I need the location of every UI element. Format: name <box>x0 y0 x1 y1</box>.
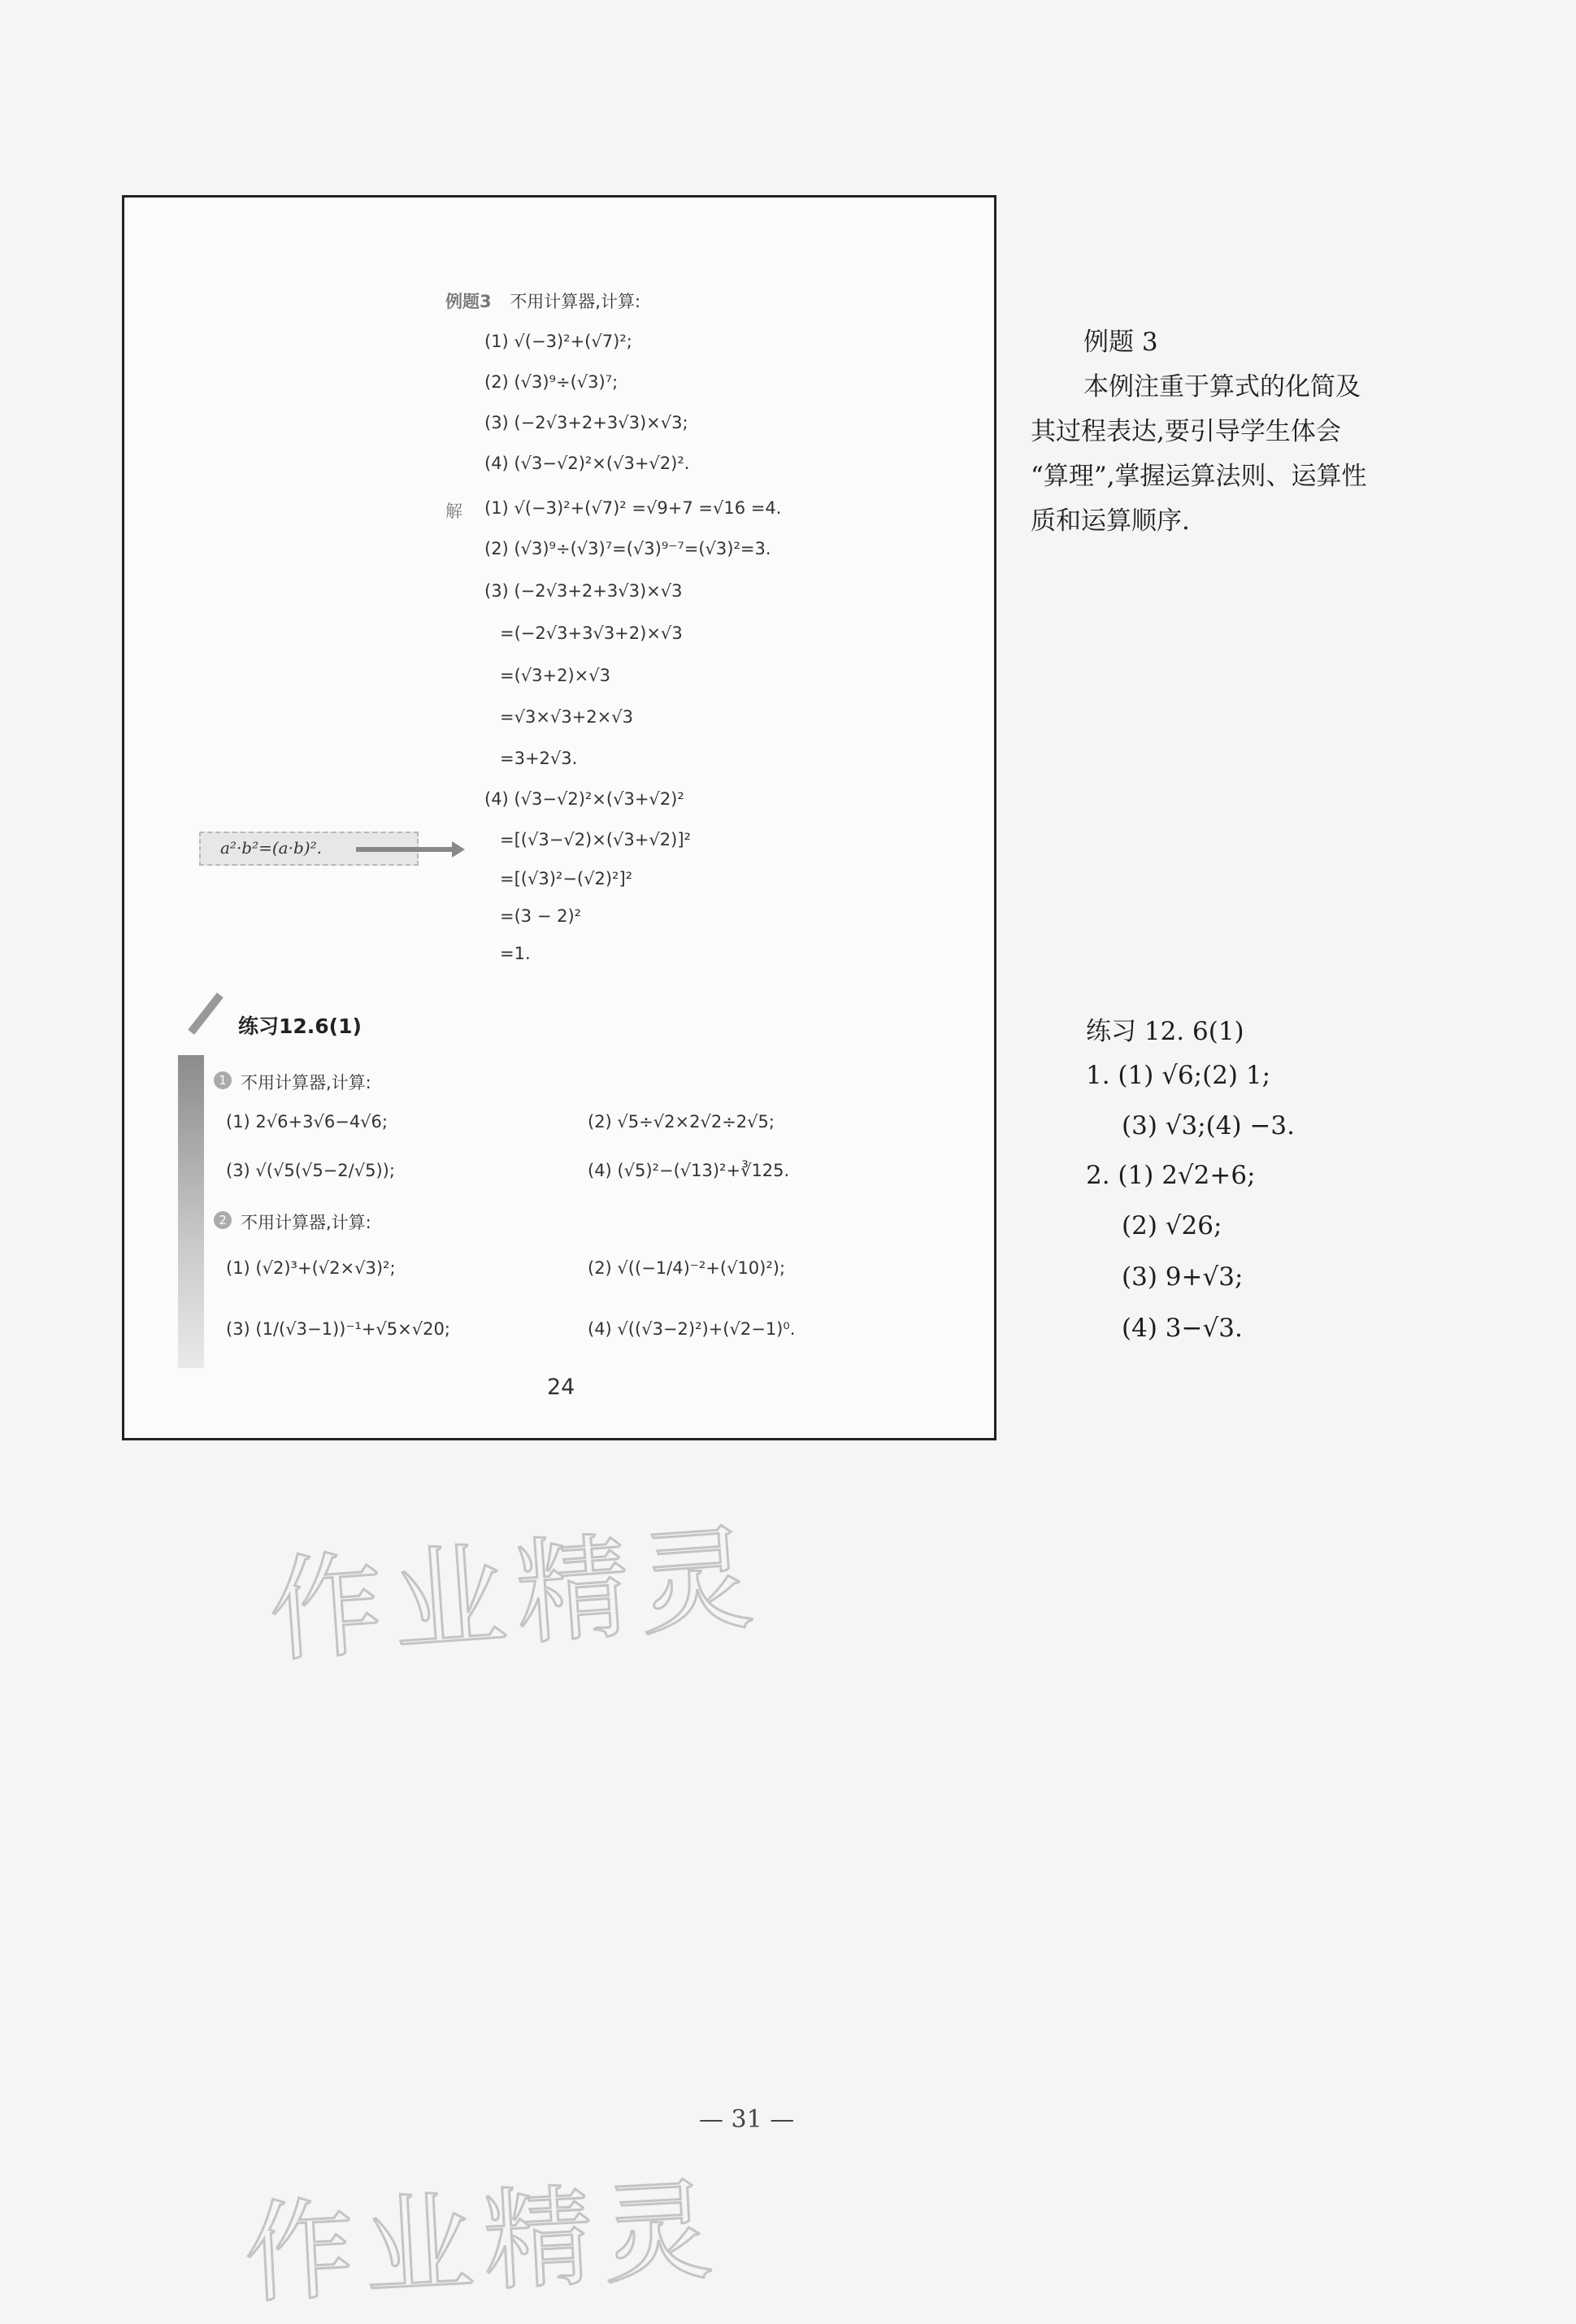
example-instruction: 不用计算器,计算: <box>510 292 641 311</box>
answer-line: (3) √3;(4) −3. <box>1122 1111 1296 1140</box>
problem-3: (3) (−2√3+2+3√3)×√3; <box>484 413 688 432</box>
solution-line: (2) (√3)⁹÷(√3)⁷=(√3)⁹⁻⁷=(√3)²=3. <box>484 539 771 558</box>
answer-example-heading: 例题 3 <box>1083 328 1158 357</box>
solution-line: (4) (√3−√2)²×(√3+√2)² <box>484 789 684 809</box>
exercise1-item: (2) √5÷√2×2√2÷2√5; <box>588 1112 775 1132</box>
exercise-title: 练习12.6(1) <box>238 1014 362 1038</box>
answer-example-text: “算理”,掌握运算法则、运算性 <box>1031 462 1367 491</box>
answer-example-text: 本例注重于算式的化简及 <box>1083 372 1361 402</box>
watermark-top: 作业精灵 <box>264 1511 767 1679</box>
solution-tag: 解 <box>445 502 462 521</box>
solution-line: (1) √(−3)²+(√7)² =√9+7 =√16 =4. <box>484 498 782 518</box>
example-header <box>445 289 640 313</box>
exercise1-item: (1) 2√6+3√6−4√6; <box>226 1112 388 1132</box>
answer-line: 2. (1) 2√2+6; <box>1086 1161 1256 1190</box>
textbook-page <box>122 195 996 1440</box>
side-note: a²·b²=(a·b)². <box>199 832 419 866</box>
solution-line: =[(√3)²−(√2)²]² <box>500 869 633 888</box>
exercise1-item: (4) (√5)²−(√13)²+∛125. <box>588 1161 790 1180</box>
textbook-page-number: 24 <box>547 1375 575 1400</box>
solution-line: =√3×√3+2×√3 <box>500 707 633 727</box>
answer-line: (2) √26; <box>1122 1211 1222 1240</box>
exercise2-item: (3) (1/(√3−1))⁻¹+√5×√20; <box>226 1319 450 1339</box>
solution-line: =1. <box>500 944 531 963</box>
problem-1: (1) √(−3)²+(√7)²; <box>484 332 632 351</box>
solution-line: =3+2√3. <box>500 749 578 768</box>
exercise1-instruction: 不用计算器,计算: <box>241 1073 371 1092</box>
watermark-bottom: 作业精灵 <box>241 2165 726 2319</box>
answer-example-text: 其过程表达,要引导学生体会 <box>1031 417 1341 446</box>
exercise-number-2: 2 <box>214 1211 232 1229</box>
exercise-sidebar <box>178 1055 204 1368</box>
solution-line: =(−2√3+3√3+2)×√3 <box>500 623 683 643</box>
exercise-number-1: 1 <box>214 1071 232 1089</box>
exercise2-item: (4) √((√3−2)²)+(√2−1)⁰. <box>588 1319 796 1339</box>
solution-line: (3) (−2√3+2+3√3)×√3 <box>484 581 683 601</box>
exercise1-item: (3) √(√5(√5−2/√5)); <box>226 1161 395 1180</box>
answer-exercise-heading: 练习 12. 6(1) <box>1086 1017 1244 1046</box>
problem-4: (4) (√3−√2)²×(√3+√2)². <box>484 454 690 473</box>
solution-line: =(√3+2)×√3 <box>500 666 611 685</box>
page-footer: — 31 — <box>699 2105 795 2134</box>
problem-2: (2) (√3)⁹÷(√3)⁷; <box>484 372 619 392</box>
solution-line: =[(√3−√2)×(√3+√2)]² <box>500 830 691 849</box>
exercise2-item: (1) (√2)³+(√2×√3)²; <box>226 1258 396 1278</box>
arrow-icon <box>356 847 454 852</box>
exercise2-instruction: 不用计算器,计算: <box>241 1213 371 1232</box>
answer-line: (4) 3−√3. <box>1122 1314 1243 1343</box>
example-tag: 例题3 <box>445 292 492 311</box>
answer-example-text: 质和运算顺序. <box>1031 506 1190 536</box>
pencil-icon <box>188 993 224 1035</box>
answer-line: 1. (1) √6;(2) 1; <box>1086 1061 1271 1090</box>
solution-line: =(3 − 2)² <box>500 906 582 926</box>
answer-line: (3) 9+√3; <box>1122 1262 1244 1292</box>
exercise2-item: (2) √((−1/4)⁻²+(√10)²); <box>588 1258 786 1278</box>
